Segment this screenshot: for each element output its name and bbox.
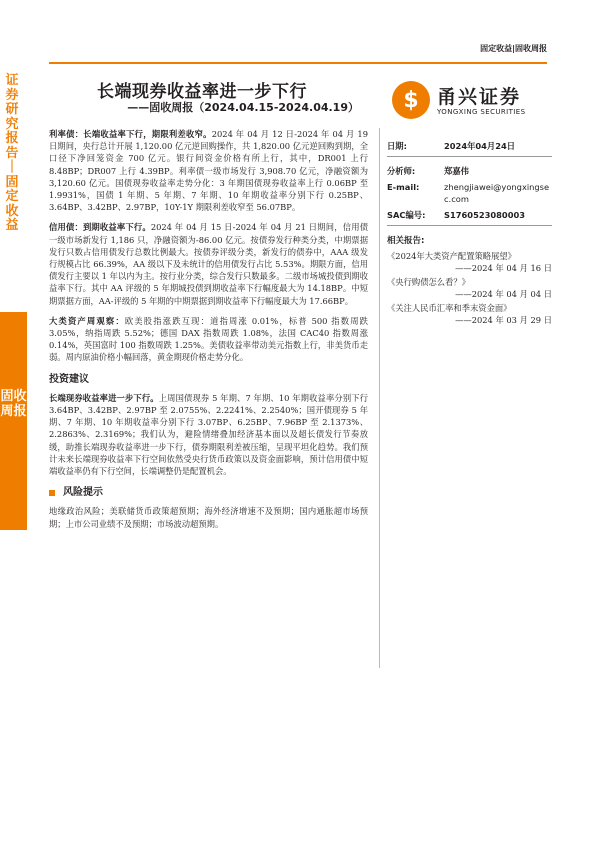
report-title: 长端现券收益率进一步下行	[97, 82, 307, 102]
sac-label: SAC编号:	[387, 210, 426, 220]
logo-name: 甬兴证券	[437, 86, 522, 108]
section-heading-invest-label: 投资建议	[49, 373, 89, 385]
sac-value: S1760523080003	[444, 210, 526, 220]
section-heading-invest	[49, 374, 368, 386]
side-band	[0, 312, 27, 530]
paragraph-rates-text: 2024 年 04 月 12 日-2024 年 04 月 19 日期间，央行总计开展 1,120.00 亿元逆回购操作，共 1,820.00 亿元逆回购到期，全口径下净回笼资金 700 亿元。银行间资金价格有所上行，其中，DR001 上行 8.48BP；DR007 上行 4.39BP。利率债一级市场发行 3,908.70 亿元，净融资额为 3,120.60 亿元。国债现券收益率走势分化：3 年期国债现券收益率上行 0.06BP 至 1.9931%，国债 1 年期、5 年期、7 年期、10 年期收益率分别下行 0.25BP、3.64BP、3.42BP、2.97BP，10Y-1Y 期限利差收窄至 56.07BP。	[49, 129, 368, 213]
paragraph-credit-text: 2024 年 04 月 15 日-2024 年 04 月 21 日期间，信用债一级市场新发行 1,186 只，净融资额为-86.00 亿元。按债券发行种类分类，中期票据发行只数占信用债发行总数比例最大。按债券评级分类，新发行的债券中，AAA 级发行规模占比 66.39%，AA 级以下及未统计的信用债发行占比 5.53%。期限方面，信用债发行主要以 1 年以内为主。按行业分类，综合发行只数最多。二级市场城投债到期收益率下行。其中 AA 评级的 5 年期城投债到期收益率下行幅度最大为 14.18BP。中短期票据方面，AA-评级的 5 年期的中期票据到期收益率下行幅度最大为 17.66BP。	[49, 222, 368, 306]
related-divider	[387, 225, 552, 226]
paragraph-invest-text: 上周国债现券 5 年期、7 年期、10 年期收益率分别下行 3.64BP、3.42BP、2.97BP 至 2.0755%、2.2241%、2.2540%；国开债现券 5 年期、7 年期、10 年期收益率分别下行 3.07BP、6.25BP、7.96BP 至 2.1373%、2.2863%、2.3169%；我们认为，避险情绪叠加经济基本面以及超长债发行节奏放缓，助推长端现券收益率进一步下行，债券期限利差被压缩，呈现平坦化趋势。我们预计未来长端现券收益率下行空间依然受央行货币政策以及资金面影响，预计信用债中短端收益率仍有下行空间，长端调整仍是配置机会。	[49, 392, 368, 477]
related-report-title[interactable]: 《2024年大类资产配置策略展望》	[387, 251, 516, 261]
main-content	[49, 128, 368, 538]
paragraph-assets	[49, 315, 368, 364]
paragraph-invest	[49, 392, 368, 477]
related-report-date: ——2024 年 03 月 29 日	[455, 315, 552, 325]
analyst-row	[387, 165, 552, 177]
section-heading-risk-label: 风险提示	[63, 487, 103, 499]
paragraph-assets-lead: 大类资产周观察：	[49, 315, 125, 326]
analyst-label: 分析师:	[387, 166, 416, 176]
date-row	[387, 140, 552, 152]
paragraph-invest-lead: 长端现券收益率进一步下行。	[49, 392, 159, 403]
sac-row	[387, 209, 552, 221]
logo-english-name: YONGXING SECURITIES	[437, 108, 526, 116]
side-band-label: 固收周报	[0, 389, 27, 419]
paragraph-risk: 地缘政治风险；美联储货币政策超预期；海外经济增速不及预期；国内通胀超市场预期；上市公司业绩不及预期；市场波动超预期。	[49, 506, 368, 529]
paragraph-assets-text: 欧美股指涨跌互现：道指周涨 0.01%，标普 500 指数周跌 3.05%，纳指周跌 5.52%；德国 DAX 指数周跌 1.08%，法国 CAC40 指数周涨 0.14%，英国富时 100 指数周跌 1.25%。美债收益率带动美元指数上行，非美货币走弱。周内原油价格小幅回落，黄金期现价格走势分化。	[49, 315, 368, 363]
section-heading-risk	[49, 487, 368, 499]
paragraph-rates-lead: 利率债：长端收益率下行，期限利差收窄。	[49, 129, 212, 139]
related-report-date: ——2024 年 04 月 16 日	[455, 263, 552, 273]
square-bullet-icon	[49, 490, 55, 496]
column-divider	[379, 128, 380, 668]
header-divider	[49, 62, 547, 64]
paragraph-credit-lead: 信用债：到期收益率下行。	[49, 222, 151, 233]
related-report-title[interactable]: 《关注人民币汇率和季末资金面》	[387, 303, 512, 313]
report-info-panel	[387, 140, 552, 328]
date-label: 日期:	[387, 141, 407, 151]
related-report-date: ——2024 年 04 月 04 日	[455, 289, 552, 299]
related-report-title[interactable]: 《央行购债怎么看？》	[387, 277, 470, 287]
logo-mark-icon: $	[392, 81, 430, 119]
analyst-name: 郑嘉伟	[444, 166, 469, 176]
company-logo	[392, 79, 552, 123]
report-subtitle: ——固收周报（2024.04.15-2024.04.19）	[127, 101, 359, 114]
paragraph-credit	[49, 221, 368, 306]
email-link[interactable]: zhengjiawei@yongxingsec.com	[444, 182, 550, 204]
paragraph-rates	[49, 128, 368, 213]
report-category: 固定收益|固收周报	[480, 44, 547, 53]
related-reports-heading: 相关报告:	[387, 236, 425, 246]
email-row	[387, 181, 552, 205]
date-value: 2024年04月24日	[444, 141, 516, 151]
email-label: E-mail:	[387, 182, 420, 192]
side-label-report-type: 证券研究报告｜固定收益	[5, 73, 19, 233]
info-divider	[387, 156, 552, 157]
